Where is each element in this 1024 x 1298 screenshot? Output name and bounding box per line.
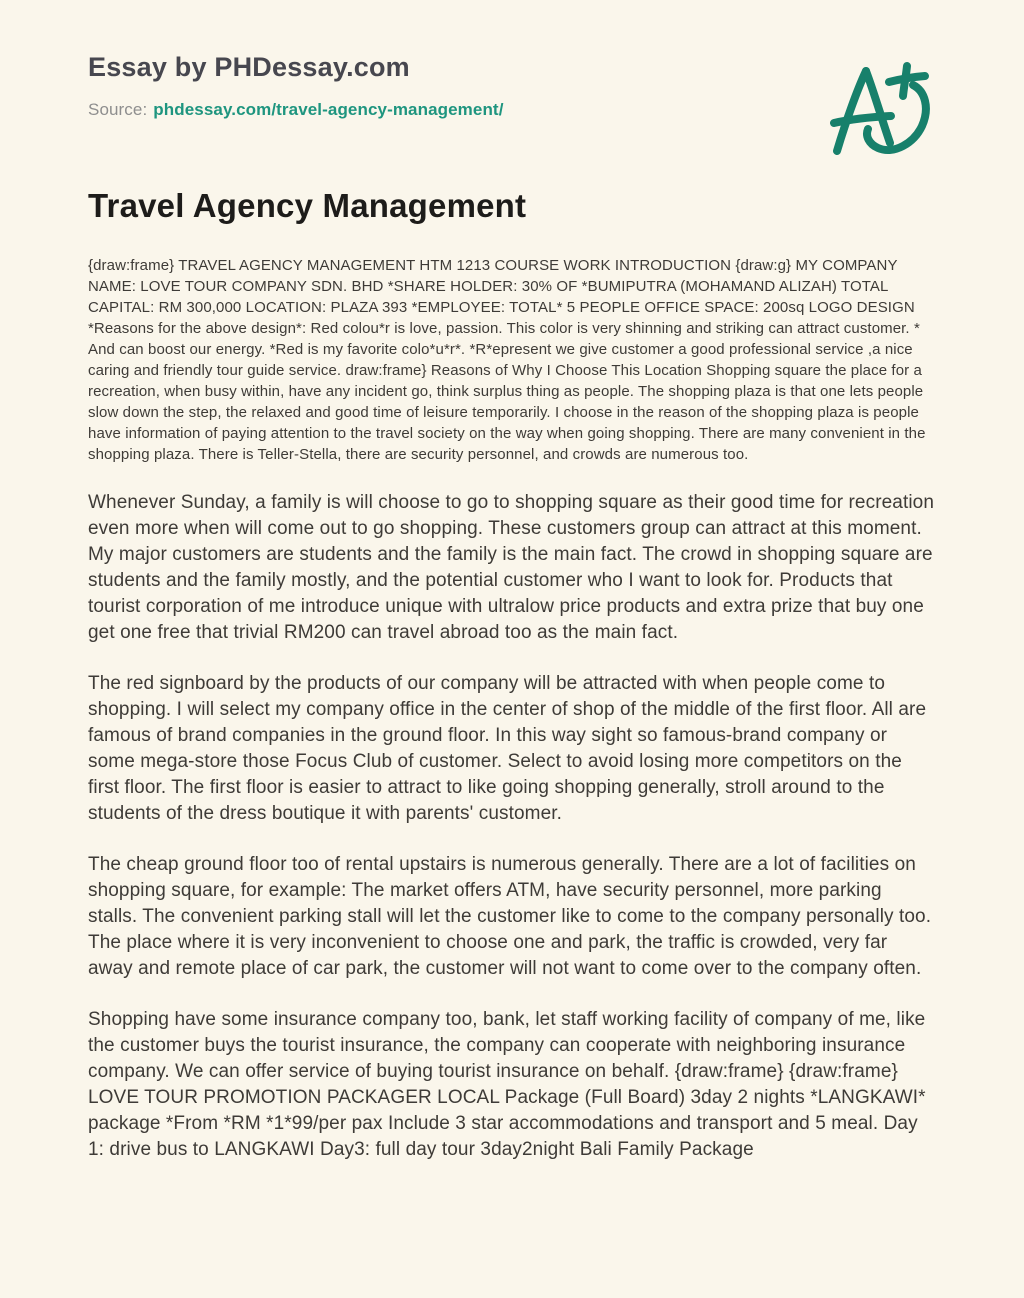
essay-title: Travel Agency Management (88, 187, 527, 224)
source-label: Source: (88, 100, 148, 119)
header (88, 52, 936, 120)
phdessay-a-plus-logo-icon (812, 54, 952, 174)
source-line (88, 100, 936, 120)
source-link[interactable]: phdessay.com/travel-agency-management/ (153, 100, 504, 119)
essay-paragraph: The cheap ground floor too of rental upstairs is numerous generally. There are a lot of facilities on shopping square, for example: The market offers ATM, have security personnel, more parking stalls. The convenient parking stall will let the customer like to come to the company personally too. The place where it is very inconvenient to choose one and park, the traffic is crowded, very far away and remote place of car park, the customer will not want to come over to the company often. (88, 853, 932, 979)
essay-paragraph: Shopping have some insurance company too, bank, let staff working facility of company of me, like the customer buys the tourist insurance, the company can cooperate with neighboring insurance company. We can offer service of buying tourist insurance on behalf. {draw:frame} {draw:frame} LOVE TOUR PROMOTION PACKAGER LOCAL Package (Full Board) 3day 2 nights *LANGKAWI* package *From *RM *1*99/per pax Include 3 star accommodations and transport and 5 meal. Day 1: drive bus to LANGKAWI Day3: full day tour 3day2night Bali Family Package (88, 1008, 926, 1160)
essay-paragraph: The red signboard by the products of our company will be attracted with when people come to shopping. I will select my company office in the center of shop of the middle of the first floor. All are famous of brand companies in the ground floor. In this way sight so famous-brand company or some mega-store those Focus Club of customer. Select to avoid losing more competitors on the first floor. The first floor is easier to attract to like going shopping generally, stroll around to the students of the dress boutique it with parents' customer. (88, 672, 927, 824)
essay-paragraph-intro: {draw:frame} TRAVEL AGENCY MANAGEMENT HTM 1213 COURSE WORK INTRODUCTION {draw:g} MY COMPANY NAME: LOVE TOUR COMPANY SDN. BHD *SHARE HOLDER: 30% OF *BUMIPUTRA (MOHAMAND ALIZAH) TOTAL CAPITAL: RM 300,000 LOCATION: PLAZA 393 *EMPLOYEE: TOTAL* 5 PEOPLE OFFICE SPACE: 200sq LOGO DESIGN *Reasons for the above design*: Red colou*r is love, passion. This color is very shinning and striking can attract customer. * And can boost our energy. *Red is my favorite colo*u*r*. *R*epresent we give customer a good professional service ,a nice caring and friendly tour guide service. draw:frame} Reasons of Why I Choose This Location Shopping square the place for a recreation, when busy within, have any incident go, think surplus thing as people. The shopping plaza is that one lets people slow down the step, the relaxed and good time of leisure temporarily. I choose in the reason of the shopping plaza is people have information of paying attention to the travel society on the way when going shopping. There are many convenient in the shopping plaza. There is Teller-Stella, there are security personnel, and crowds are numerous too. (88, 256, 926, 463)
page-title: Essay by PHDessay.com (88, 52, 410, 82)
essay-paragraph: Whenever Sunday, a family is will choose to go to shopping square as their good time for recreation even more when will come out to go shopping. These customers group can attract at this moment. My major customers are students and the family is the main fact. The crowd in shopping square are students and the family mostly, and the potential customer who I want to look for. Products that tourist corporation of me introduce unique with ultralow price products and extra prize that buy one get one free that trivial RM200 can travel abroad too as the main fact. (88, 491, 934, 643)
